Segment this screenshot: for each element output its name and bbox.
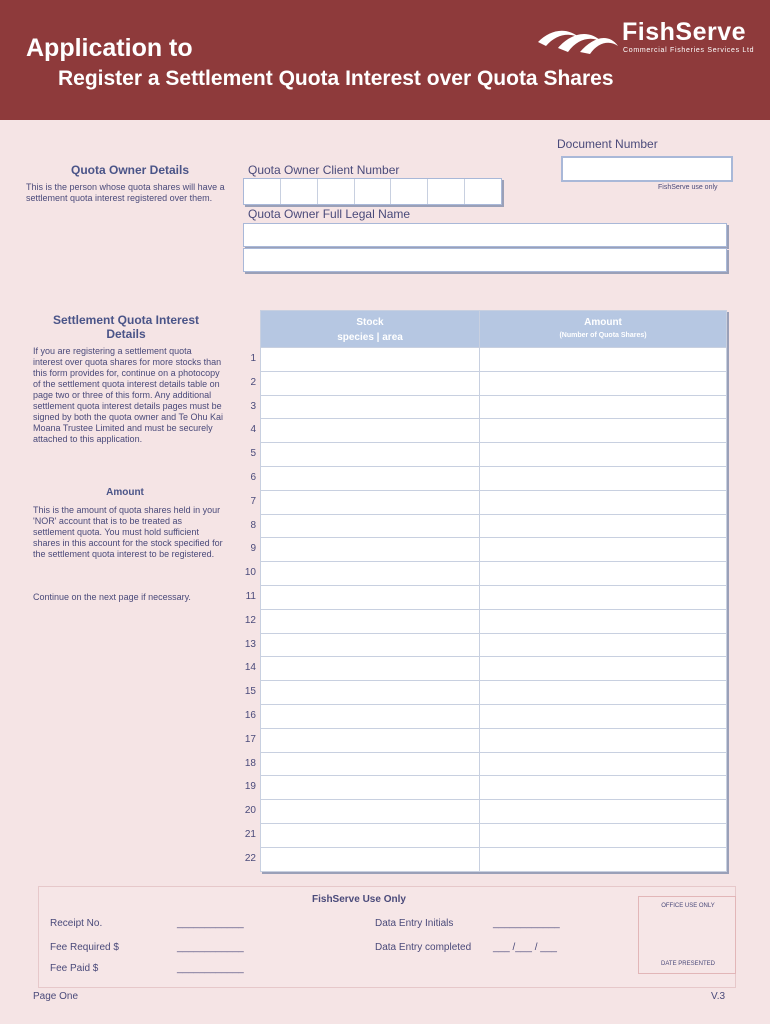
- amount-cell[interactable]: [480, 538, 727, 562]
- row-number: 1: [250, 353, 256, 364]
- row-number: 14: [244, 662, 256, 674]
- stock-cell[interactable]: [261, 443, 480, 467]
- table-row: [261, 514, 727, 538]
- row-number: 3: [250, 400, 256, 412]
- page-title-line1: Application to: [26, 34, 193, 62]
- table-row: [261, 847, 727, 871]
- version-label: V.3: [711, 991, 726, 1002]
- amount-cell[interactable]: [480, 348, 727, 372]
- document-number-label: Document Number: [557, 137, 658, 151]
- row-number: 16: [244, 709, 256, 721]
- row-number: 8: [250, 519, 256, 531]
- page-number: Page One: [33, 991, 79, 1002]
- row-number: 13: [244, 638, 256, 650]
- stock-header-label: Stock: [356, 317, 384, 328]
- stock-cell[interactable]: [261, 348, 480, 372]
- row-number: 7: [250, 495, 256, 507]
- amount-cell[interactable]: [480, 562, 727, 586]
- settlement-section-text: If you are registering a settlement quota interest over quota shares for more stocks than this form provides for, continue on a photocopy of the settlement quota interest details table on page two or three of this form. Any additional settlement quota interest details pages must be signed by both the quota owner and Te Ohu Kai Moana Trustee Limited and must be securely attached to this application.: [33, 346, 223, 444]
- table-row: [261, 776, 727, 800]
- table-row: [261, 633, 727, 657]
- stock-cell[interactable]: [261, 657, 480, 681]
- amount-cell[interactable]: [480, 752, 727, 776]
- amount-cell[interactable]: [480, 443, 727, 467]
- stock-column-header: [261, 311, 480, 348]
- owner-section-text: This is the person whose quota shares will have a settlement quota interest registered over them.: [26, 182, 225, 203]
- receipt-label: Receipt No.: [50, 918, 103, 929]
- legal-name-field-line2[interactable]: [243, 248, 727, 272]
- amount-cell[interactable]: [480, 395, 727, 419]
- stock-cell[interactable]: [261, 728, 480, 752]
- table-row: [261, 823, 727, 847]
- amount-cell[interactable]: [480, 466, 727, 490]
- amount-cell[interactable]: [480, 585, 727, 609]
- amount-header-label: Amount: [584, 317, 622, 328]
- table-row: [261, 419, 727, 443]
- amount-cell[interactable]: [480, 847, 727, 871]
- row-number: 20: [244, 805, 256, 817]
- row-number: 21: [244, 828, 256, 840]
- table-row: [261, 585, 727, 609]
- client-number-cell[interactable]: [355, 179, 392, 204]
- row-number: 11: [245, 590, 256, 602]
- table-row: [261, 800, 727, 824]
- table-row: [261, 728, 727, 752]
- stock-header-sub: species | area: [337, 332, 403, 343]
- data-entry-initials-blank: ____________: [493, 918, 560, 929]
- stock-cell[interactable]: [261, 847, 480, 871]
- row-number: 5: [250, 448, 256, 460]
- client-number-field[interactable]: [243, 178, 502, 205]
- table-row: [261, 371, 727, 395]
- row-number: 2: [250, 376, 256, 388]
- client-number-cell[interactable]: [465, 179, 501, 204]
- office-stamp-box: [638, 896, 736, 974]
- fee-paid-label: Fee Paid $: [50, 963, 99, 974]
- table-row: [261, 681, 727, 705]
- amount-header-sub: (Number of Quota Shares): [559, 332, 647, 339]
- client-number-cell[interactable]: [391, 179, 428, 204]
- client-number-cell[interactable]: [428, 179, 465, 204]
- settlement-details-table: [260, 310, 727, 872]
- header-banner: [0, 0, 770, 120]
- receipt-blank: ____________: [177, 918, 244, 929]
- settlement-section-title: Settlement Quota Interest Details: [52, 313, 200, 341]
- stock-cell[interactable]: [261, 562, 480, 586]
- stock-cell[interactable]: [261, 419, 480, 443]
- stock-cell[interactable]: [261, 585, 480, 609]
- continue-note: Continue on the next page if necessary.: [33, 592, 191, 602]
- amount-cell[interactable]: [480, 609, 727, 633]
- table-row: [261, 704, 727, 728]
- row-number: 18: [244, 757, 256, 769]
- row-number: 22: [244, 852, 256, 864]
- amount-cell[interactable]: [480, 371, 727, 395]
- stock-cell[interactable]: [261, 800, 480, 824]
- amount-cell[interactable]: [480, 657, 727, 681]
- amount-cell[interactable]: [480, 514, 727, 538]
- page-title-line2: Register a Settlement Quota Interest over Quota Shares: [58, 67, 614, 90]
- row-number: 19: [244, 781, 256, 793]
- client-number-label: Quota Owner Client Number: [248, 163, 400, 177]
- amount-cell[interactable]: [480, 681, 727, 705]
- amount-cell[interactable]: [480, 633, 727, 657]
- row-number: 6: [250, 471, 256, 483]
- row-numbers: [236, 347, 256, 871]
- fee-required-label: Fee Required $: [50, 942, 119, 953]
- data-entry-date-blank: ___ /___ / ___: [493, 942, 557, 953]
- amount-cell[interactable]: [480, 776, 727, 800]
- document-number-field[interactable]: [561, 156, 733, 182]
- row-number: 9: [250, 543, 256, 555]
- table-row: [261, 348, 727, 372]
- stock-cell[interactable]: [261, 395, 480, 419]
- table-row: [261, 490, 727, 514]
- table-row: [261, 466, 727, 490]
- wave-logo-icon: [536, 20, 620, 56]
- client-number-cell[interactable]: [281, 179, 318, 204]
- amount-cell[interactable]: [480, 419, 727, 443]
- stock-cell[interactable]: [261, 514, 480, 538]
- amount-section-title: Amount: [106, 487, 144, 498]
- table-row: [261, 538, 727, 562]
- amount-cell[interactable]: [480, 704, 727, 728]
- amount-column-header: [480, 311, 727, 348]
- amount-section-text: This is the amount of quota shares held in your 'NOR' account that is to be treated as settlement quota. You must hold sufficient shares in this account for the stock specified for the settlement quota interest to be registered.: [33, 505, 223, 559]
- table-row: [261, 443, 727, 467]
- logo-subtitle: Commercial Fisheries Services Ltd: [623, 47, 755, 54]
- stock-cell[interactable]: [261, 704, 480, 728]
- stock-cell[interactable]: [261, 466, 480, 490]
- client-number-cell[interactable]: [318, 179, 355, 204]
- client-number-cell[interactable]: [244, 179, 281, 204]
- fee-required-blank: ____________: [177, 942, 244, 953]
- fishserve-use-note: FishServe use only: [658, 184, 718, 191]
- stock-cell[interactable]: [261, 681, 480, 705]
- stock-cell[interactable]: [261, 633, 480, 657]
- row-number: 10: [244, 567, 256, 579]
- stamp-bottom-label: DATE PRESENTED: [661, 961, 715, 967]
- data-entry-initials-label: Data Entry Initials: [375, 918, 454, 929]
- row-number: 15: [244, 686, 256, 698]
- data-entry-completed-label: Data Entry completed: [375, 942, 472, 953]
- legal-name-label: Quota Owner Full Legal Name: [248, 207, 411, 221]
- stamp-top-label: OFFICE USE ONLY: [661, 903, 715, 909]
- stock-cell[interactable]: [261, 371, 480, 395]
- stock-cell[interactable]: [261, 538, 480, 562]
- logo-name: FishServe: [622, 18, 747, 46]
- amount-cell[interactable]: [480, 800, 727, 824]
- stock-cell[interactable]: [261, 609, 480, 633]
- owner-section-title: Quota Owner Details: [70, 163, 190, 177]
- table-row: [261, 609, 727, 633]
- stock-cell[interactable]: [261, 823, 480, 847]
- fishserve-logo: [536, 16, 756, 60]
- amount-cell[interactable]: [480, 728, 727, 752]
- row-number: 17: [244, 733, 256, 745]
- row-number: 12: [244, 614, 256, 626]
- amount-cell[interactable]: [480, 490, 727, 514]
- stock-cell[interactable]: [261, 752, 480, 776]
- fee-paid-blank: ____________: [177, 963, 244, 974]
- amount-cell[interactable]: [480, 823, 727, 847]
- table-row: [261, 562, 727, 586]
- table-row: [261, 395, 727, 419]
- table-row: [261, 752, 727, 776]
- row-number: 4: [250, 424, 256, 436]
- office-use-title: FishServe Use Only: [312, 894, 406, 905]
- table-row: [261, 657, 727, 681]
- legal-name-field-line1[interactable]: [243, 223, 727, 247]
- stock-cell[interactable]: [261, 776, 480, 800]
- stock-cell[interactable]: [261, 490, 480, 514]
